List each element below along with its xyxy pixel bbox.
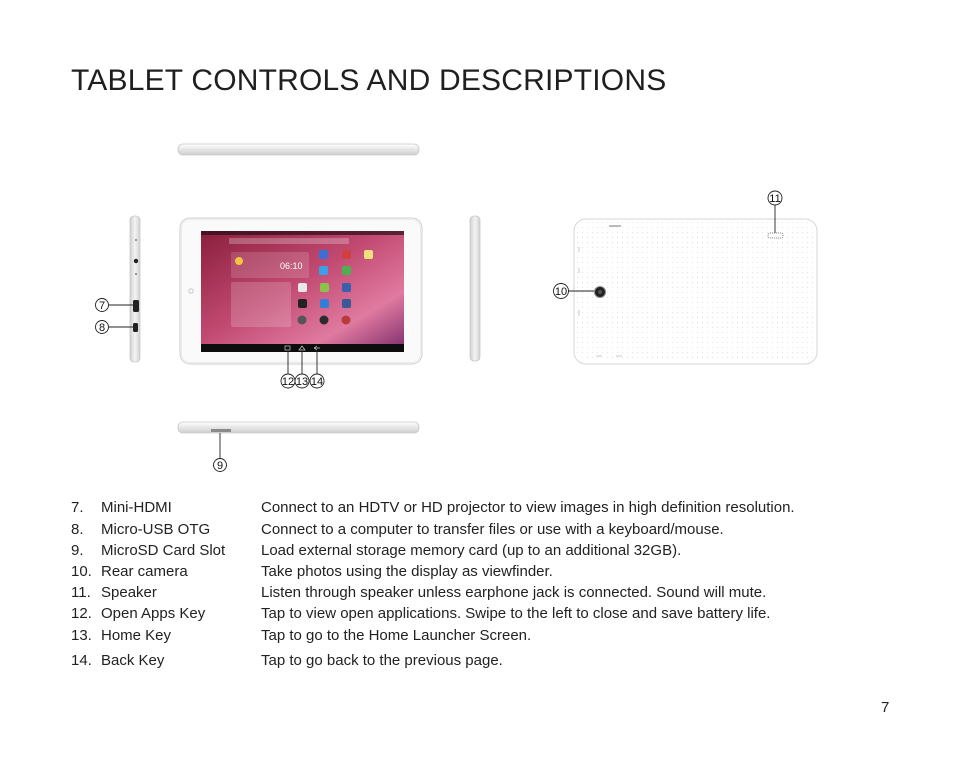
legend-name: Micro-USB OTG: [101, 521, 211, 538]
tablet-bottom-edge: [178, 422, 419, 433]
legend-description: Connect to a computer to transfer files or use with a keyboard/mouse.: [261, 521, 724, 538]
tablet-back: [574, 219, 817, 364]
legend-name: Mini-HDMI: [101, 499, 172, 516]
mini-hdmi-port: [133, 300, 139, 312]
tablet-left-edge: [130, 216, 140, 362]
legend-name: Speaker: [101, 584, 157, 601]
tablet-right-edge: [470, 216, 480, 361]
earphone-jack: [134, 259, 138, 263]
callout-8: [96, 321, 134, 335]
legend-number: 12.: [71, 605, 92, 622]
legend-description: Load external storage memory card (up to an additional 32GB).: [261, 542, 682, 559]
callout-9: [214, 433, 227, 472]
legend-name: MicroSD Card Slot: [101, 542, 226, 559]
legend-name: Rear camera: [101, 563, 188, 580]
legend-number: 7.: [71, 499, 84, 516]
legend-description: Tap to view open applications. Swipe to the left to close and save battery life.: [261, 605, 771, 622]
svg-text:13: 13: [295, 376, 309, 388]
legend-description: Listen through speaker unless earphone jack is connected. Sound will mute.: [261, 584, 767, 601]
legend-number: 13.: [71, 627, 92, 644]
legend-number: 11.: [71, 584, 91, 601]
legend-name: Home Key: [101, 627, 172, 644]
legend-description: Take photos using the display as viewfinder.: [261, 563, 553, 580]
svg-text:14: 14: [310, 376, 324, 388]
legend-description: Tap to go back to the previous page.: [261, 652, 503, 669]
micro-usb-port: [133, 323, 138, 332]
svg-text:8: 8: [98, 322, 106, 334]
svg-text:10: 10: [554, 286, 568, 298]
tablet-top-edge: [178, 144, 419, 155]
svg-text:11: 11: [769, 193, 781, 205]
legend-name: Open Apps Key: [101, 605, 206, 622]
page-title: TABLET CONTROLS AND DESCRIPTIONS: [71, 64, 667, 97]
page-number: 7: [881, 699, 890, 716]
svg-text:9: 9: [216, 460, 224, 472]
legend-number: 9.: [71, 542, 84, 559]
callout-7: [96, 299, 134, 313]
legend-number: 8.: [71, 521, 84, 538]
svg-text:7: 7: [98, 300, 106, 312]
legend-description: Connect to an HDTV or HD projector to view images in high definition resolution.: [261, 499, 795, 516]
legend-description: Tap to go to the Home Launcher Screen.: [261, 627, 532, 644]
legend-name: Back Key: [101, 652, 165, 669]
legend-number: 10.: [71, 563, 92, 580]
microsd-slot: [211, 429, 231, 432]
tablet-front: [180, 218, 422, 364]
clock-widget: 06:10: [280, 261, 303, 271]
legend-number: 14.: [71, 652, 92, 669]
svg-text:12: 12: [281, 376, 295, 388]
